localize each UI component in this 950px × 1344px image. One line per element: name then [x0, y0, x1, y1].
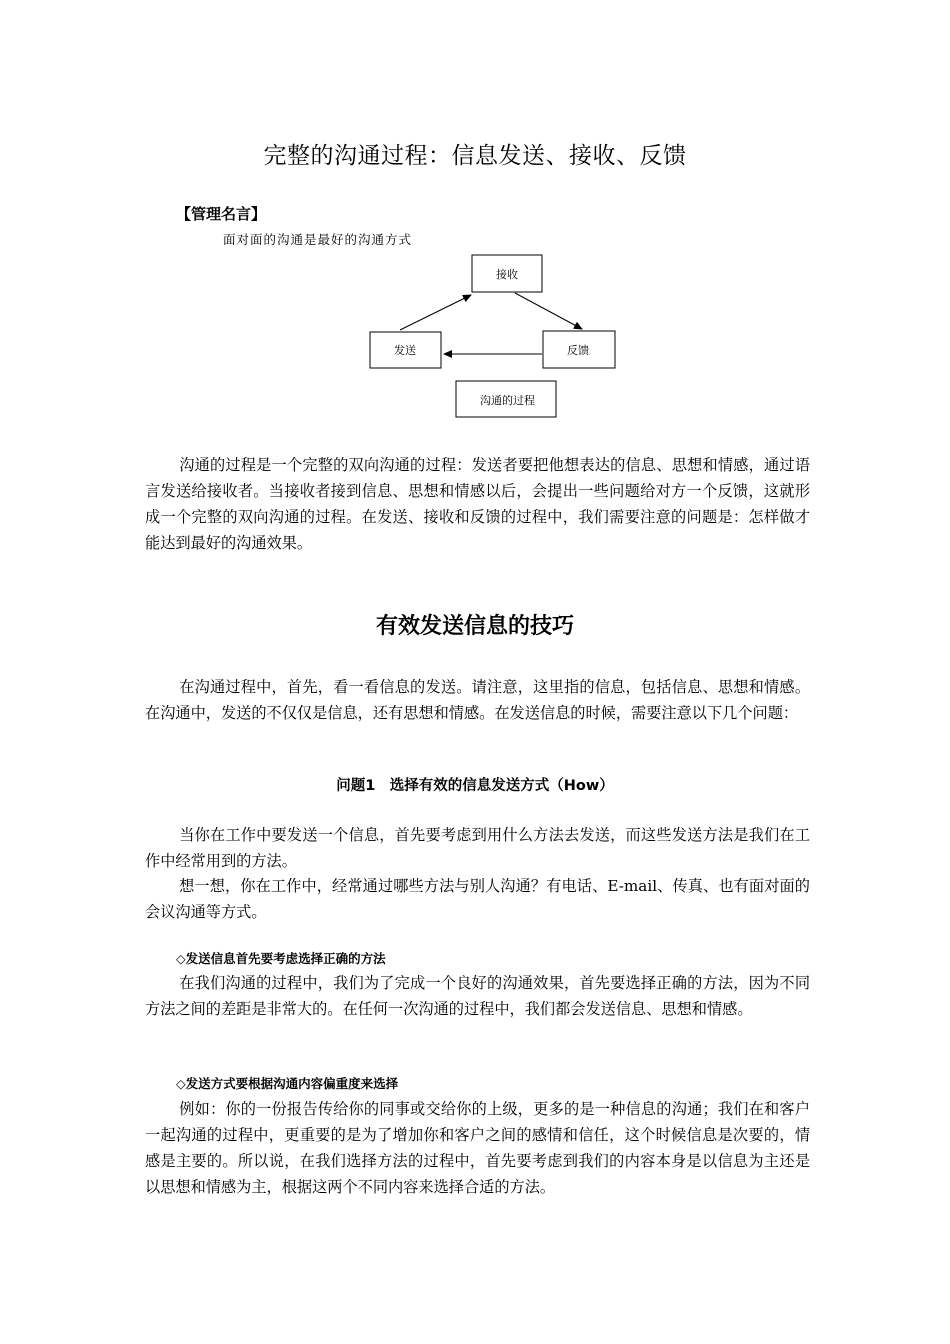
- motto-label: 【管理名言】: [176, 205, 267, 223]
- motto-text: 面对面的沟通是最好的沟通方式: [223, 232, 413, 247]
- caption-label: 沟通的过程: [480, 394, 535, 407]
- send-label: 发送: [394, 344, 416, 357]
- paragraph-2: 在沟通过程中，首先，看一看信息的发送。请注意，这里指的信息，包括信息、思想和情感。在沟通中，发送的不仅仅是信息，还有思想和情感。在发送信息的时候，需要注意以下几个问题：: [145, 678, 810, 722]
- feedback-label: 反馈: [567, 344, 589, 357]
- question-1-heading: 问题1 选择有效的信息发送方式（How）: [336, 778, 614, 794]
- paragraph-5: 在我们沟通的过程中，我们为了完成一个良好的沟通效果，首先要选择正确的方法，因为不同方法之间的差距是非常大的。在任何一次沟通的过程中，我们都会发送信息、思想和情感。: [145, 974, 810, 1018]
- arrow-send-to-receive: [400, 295, 471, 330]
- page-title: 完整的沟通过程：信息发送、接收、反馈: [263, 143, 687, 169]
- paragraph-4: 想一想，你在工作中，经常通过哪些方法与别人沟通？有电话、E-mail、传真、也有面对面的会议沟通等方式。: [145, 877, 810, 921]
- subheading-1: ◇发送信息首先要考虑选择正确的方法: [176, 951, 386, 966]
- subheading-2: ◇发送方式要根据沟通内容偏重度来选择: [176, 1076, 399, 1091]
- paragraph-3: 当你在工作中要发送一个信息，首先要考虑到用什么方法去发送，而这些发送方法是我们在工作中经常用到的方法。: [145, 826, 810, 870]
- receive-label: 接收: [496, 268, 518, 281]
- paragraph-6: 例如：你的一份报告传给你的同事或交给你的上级，更多的是一种信息的沟通；我们在和客户一起沟通的过程中，更重要的是为了增加你和客户之间的感情和信任，这个时候信息是次要的，情感是主要的。所以说，在我们选择方法的过程中，首先要考虑到我们的内容本身是以信息为主还是以思想和情感为主，根据这两个不同内容来选择合适的方法。: [145, 1100, 810, 1196]
- paragraph-1: 沟通的过程是一个完整的双向沟通的过程：发送者要把他想表达的信息、思想和情感，通过语言发送给接收者。当接收者接到信息、思想和情感以后，会提出一些问题给对方一个反馈，这就形成一个完整的双向沟通的过程。在发送、接收和反馈的过程中，我们需要注意的问题是：怎样做才能达到最好的沟通效果。: [145, 456, 810, 552]
- arrow-receive-to-feedback: [515, 293, 582, 329]
- communication-process-diagram: [360, 245, 630, 425]
- section-title: 有效发送信息的技巧: [375, 614, 574, 639]
